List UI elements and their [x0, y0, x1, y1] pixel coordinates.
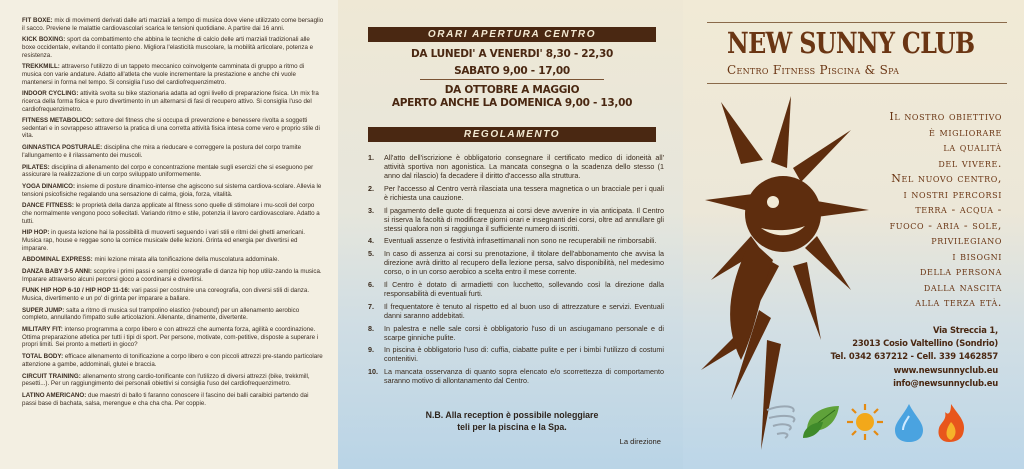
tagline-line: alla terza età. — [915, 296, 1002, 309]
hours-saturday: SABATO 9,00 - 17,00 — [454, 65, 570, 77]
tagline-line: della persona — [919, 265, 1002, 278]
brand-panel — [683, 0, 1024, 469]
hours-divider — [420, 79, 604, 80]
activity-entry — [22, 392, 324, 407]
activity-title: MILITARY FIT: — [22, 326, 63, 334]
hours-rules-panel — [338, 0, 683, 469]
activity-entry — [22, 353, 324, 368]
activity-title: SUPER JUMP: — [22, 306, 65, 314]
brand-title: NEW SUNNY CLUB — [727, 26, 975, 60]
rule-number: 9. — [368, 345, 374, 355]
tagline-line: è migliorare — [929, 125, 1002, 139]
brand-subtitle: Centro Fitness Piscina & Spa — [727, 63, 900, 77]
hours-sunday: APERTO ANCHE LA DOMENICA 9,00 - 13,00 — [391, 97, 633, 109]
activity-entry — [22, 63, 324, 86]
rule-text: Per l'accesso al Centro verrà rilasciata una tessera magnetica o un bracciale per i quali è richiesta una cauzione. — [384, 183, 664, 202]
activity-entry — [22, 164, 324, 179]
water-drop-icon — [895, 404, 923, 442]
hours-season: DA OTTOBRE A MAGGIO — [444, 84, 580, 96]
activity-title: DANZA BABY 3-5 ANNI: — [22, 268, 92, 276]
sun-icon — [847, 404, 883, 440]
activity-description: settore del fitness che si occupa di prevenzione e benessere rivolta a soggetti sedentari e in sovrappeso attraverso la pratica di una corretta attività fisica intesa come vero e proprio stile di vita. — [22, 117, 320, 140]
rule-number: 8. — [368, 323, 374, 333]
activity-entry — [22, 287, 324, 302]
activity-title: HIP HOP: — [22, 229, 50, 237]
activity-entry — [22, 117, 324, 140]
brand-rule-top — [707, 22, 1007, 23]
hours-title: ORARI APERTURA CENTRO — [368, 27, 656, 42]
sun-logo-icon — [701, 90, 871, 450]
activity-entry — [22, 326, 324, 349]
elements-icons — [763, 400, 973, 444]
activity-title: PILATES: — [22, 163, 50, 171]
activity-description: allenamento strong cardio-tonificante con l'utilizzo di diversi attrezzi (bike, trekkmill, pesetti...). Per un raggiungimento dei personali obiettivi si consiglia l'uso del cardiofrequenzimetro. — [22, 372, 310, 388]
tagline-line: terra - acqua - — [915, 203, 1002, 216]
activity-entry — [22, 307, 324, 322]
activity-description: disciplina che mira a rieducare e correggere la postura del corpo tramite l'allungamento e il rilassamento dei muscoli. — [22, 144, 302, 159]
activity-entry — [22, 373, 324, 388]
contact-block — [831, 324, 998, 390]
activities-panel — [0, 0, 338, 469]
activity-description: efficace allenamento di tonificazione a corpo libero e con piccoli attrezzi pre-stando particolare attenzione a gambe, addominali, glutei e braccia. — [22, 353, 323, 368]
rule-text: All'atto dell'iscrizione è obbligatorio consegnare il certificato medico di idoneità all' attività sportiva non agonistica. La mancata consegna o la scadenza dello stesso (1 anno dal rilascio) fa decadere il diritto d'accesso alla struttura. — [384, 153, 664, 180]
leaf-icon — [803, 406, 839, 438]
rule-item — [368, 236, 664, 245]
rule-number: 5. — [368, 249, 374, 259]
tagline-line: del vivere. — [938, 156, 1002, 170]
activity-description: intenso programma a corpo libero e con attrezzi che aumenta forza, agilità e coordinazione. Ottima preparazione atletica per tutti i tipi di sport. Per persone, motivate, com-petitive, disposte a superare i propri limiti. Sei pronto a metterti in gioco? — [22, 326, 319, 349]
rule-number: 4. — [368, 236, 374, 246]
rule-number: 6. — [368, 279, 374, 289]
rule-number: 2. — [368, 183, 374, 193]
rule-text: In palestra e nelle sale corsi è obbligatorio l'uso di un asciugamano personale e di scarpe ginniche pulite. — [384, 323, 664, 342]
rule-text: La mancata osservanza di quanto sopra elencato e/o scorrettezza di comportamento saranno motivo di allontanamento dal Centro. — [384, 367, 664, 386]
activity-description: disciplina di allenamento del corpo e concentrazione mentale sugli esercizi che si eseguono per assicurare la realizzazione di un corpo sviluppato uniformemente. — [22, 163, 314, 179]
email-link[interactable]: info@newsunnyclub.eu — [893, 377, 998, 388]
activity-title: FIT BOXE: — [22, 17, 53, 24]
rule-item — [368, 153, 664, 180]
activity-title: KICK BOXING: — [22, 36, 66, 44]
nb-line-2: teli per la piscina e la Spa. — [457, 422, 567, 432]
phone-numbers: Tel. 0342 637212 - Cell. 339 1462857 — [830, 351, 998, 362]
rule-text: Eventuali assenze o festività infrasettimanali non sono ne recuperabili ne rimborsabili. — [384, 236, 657, 246]
activity-title: CIRCUIT TRAINING: — [22, 372, 81, 380]
activity-description: sport da combattimento che abbina le tecniche di calcio delle arti marziali tradizionali alle boxe occidentale, evitando il contatto pieno. Migliora l'elasticità muscolare, la mobilità articolare, potenza e resistenza. — [22, 36, 314, 59]
brand-rule-bottom — [707, 83, 1007, 84]
rule-item — [368, 345, 664, 363]
rule-number: 10. — [368, 367, 378, 377]
rule-item — [368, 302, 664, 320]
activity-description: vari passi per costruire una coreografia, con diversi stili di danza. Musica, divertimento e un po' di grinta per imparare a ballare. — [22, 287, 310, 303]
activity-title: GINNASTICA POSTURALE: — [22, 144, 103, 152]
activity-description: mix di movimenti derivati dalle arti marziali a tempo di musica dove viene utilizzato come bersaglio il sacco. Previene le malattie cardiovascolari scarica le tensioni quotidiane. A partire dai 16 anni. — [22, 17, 324, 32]
rule-item — [368, 324, 664, 342]
tagline-line: fuoco - aria - sole, — [889, 218, 1002, 232]
activity-entry — [22, 90, 324, 113]
rule-text: Il Centro è dotato di armadietti con lucchetto, sollevando così la direzione dalla responsabilità di eventuali furti. — [384, 279, 664, 298]
rule-item — [368, 206, 664, 233]
activity-description: le proprietà della danza applicate al fitness sono quelle di stimolare i mu-scoli del corpo che normalmente vengono poco sollecitati. Variando ritmo e stile, potenzia il lavoro cardiovascolare. Adatto a tutti. — [22, 202, 320, 225]
activity-title: TREKKMILL: — [22, 63, 60, 71]
tagline-line: privilegiano — [931, 234, 1002, 247]
activity-description: due maestri di ballo ti faranno conoscere il fascino dei balli caraibici partendo dai passi base di bachata, salsa, merengue e cha cha cha. Per coppie. — [22, 391, 309, 407]
rule-item — [368, 249, 664, 276]
rules-title: REGOLAMENTO — [368, 127, 656, 142]
tagline-line: Nel nuovo centro, — [891, 172, 1002, 185]
rule-text: Il frequentatore è tenuto al rispetto ed al buon uso di attrezzature e servizi. Eventuali danni saranno addebitati. — [384, 301, 664, 320]
tagline-line: Il nostro obiettivo — [889, 110, 1002, 123]
activity-title: LATINO AMERICANO: — [22, 391, 87, 399]
rule-item — [368, 280, 664, 298]
nb-note — [368, 409, 656, 433]
rule-item — [368, 367, 664, 385]
activity-title: DANCE FITNESS: — [22, 202, 74, 210]
wind-icon — [767, 406, 794, 438]
activity-title: FUNK HIP HOP 6-10 / HIP HOP 11-16: — [22, 287, 130, 295]
activity-title: ABDOMINAL EXPRESS: — [22, 256, 93, 264]
tagline-line: i nostri percorsi — [903, 187, 1002, 201]
rule-text: In piscina è obbligatorio l'uso di: cuffia, ciabatte pulite e per i bimbi l'utilizzo di costumi contenitivi. — [384, 345, 664, 364]
rule-text: Il pagamento delle quote di frequenza ai corsi deve avvenire in via anticipata. Il Centro si riserva la facoltà di modificare giorni orari e insegnanti dei corsi, oltre ad annullare gli stessi qualora non si raggiunga il sufficiente numero di iscritti. — [384, 205, 664, 233]
activity-entry — [22, 268, 324, 283]
activity-entry — [22, 183, 324, 198]
rule-item — [368, 184, 664, 202]
flame-icon — [938, 404, 964, 442]
activity-description: attraverso l'utilizzo di un tappeto meccanico coinvolgente camminata di gruppo a ritmo di musica con varie andature. Adatto all'atleta che vuole incrementare la prestazione e anche chi vuole mantenersi in forma nel tempo. Si consiglia l'uso del cardiofrequenzimetro. — [22, 63, 305, 86]
address-city: 23013 Cosio Valtellino (Sondrio) — [852, 338, 998, 349]
tagline-line: i bisogni — [952, 249, 1002, 263]
activity-description: mini lezione mirata alla tonificazione della muscolatura addominale. — [92, 256, 280, 264]
activity-title: FITNESS METABOLICO: — [22, 117, 94, 125]
nb-line-1: N.B. Alla reception è possibile noleggiare — [425, 410, 599, 420]
activity-title: TOTAL BODY: — [22, 353, 64, 361]
address-street: Via Streccia 1, — [933, 325, 998, 335]
rule-text: In caso di assenza ai corsi su prenotazione, il titolare dell'abbonamento che avvisa la direzione avrà diritto al recupero della lezione persa, salvo disponibilità, nel medesimo corso, o in un corso aerobico a scelta entro il mese corrente. — [384, 249, 664, 277]
website-link[interactable]: www.newsunnyclub.eu — [893, 364, 998, 375]
activity-description: salta a ritmo di musica sul trampolino elastico (rebound) per un allenamento aerobico completo, annullando l'impatto sulle articolazioni. Allenante, dinamente, divertente. — [22, 306, 300, 322]
tagline-line: la qualità — [943, 141, 1002, 154]
activity-entry — [22, 17, 324, 32]
activity-entry — [22, 229, 324, 252]
activity-entry — [22, 144, 324, 159]
activity-entry — [22, 36, 324, 59]
activity-description: insieme di posture dinamico-intense che agiscono sul sistema cardiova-scolare. Allevia le tensioni psicofisiche regalando una sensazione di calma, gioia, forza, vitalità. — [22, 183, 322, 198]
activity-title: INDOOR CYCLING: — [22, 90, 79, 98]
signature: La direzione — [619, 437, 661, 446]
tagline — [852, 109, 1002, 311]
rule-number: 7. — [368, 301, 374, 311]
activity-entry — [22, 256, 324, 264]
activity-description: attività svolta su bike stazionaria adatta ad ogni livello di preparazione fisica. Un mix fra ricerca della forma fisica e puro divertimento in un alternarsi di fasi di recupero attivo. Si consiglia l'uso del cardiofrequenzimetro. — [22, 90, 319, 113]
rules-list — [368, 153, 664, 389]
tagline-line: dalla nascita — [923, 280, 1002, 294]
rule-number: 1. — [368, 153, 374, 162]
activity-description: in questa lezione hai la possibilità di muoverti seguendo i vari stili e ritmi dei ghetti americani. Musica rap, house e reggae sono la cornice musicale delle lezioni. Grinta ed energia per divertirsi ed imparare. — [22, 229, 305, 252]
rule-number: 3. — [368, 205, 374, 215]
activity-title: YOGA DINAMICO: — [22, 183, 76, 190]
activity-entry — [22, 202, 324, 225]
hours-weekdays: DA LUNEDI' A VENERDI' 8,30 - 22,30 — [411, 48, 613, 60]
activity-description: scoprire i primi passi e semplici coreografie di danza hip hop utiliz-zando la musica. Imparare attraverso alcuni percorsi gioco a coordinarsi e divertirsi. — [22, 268, 322, 283]
